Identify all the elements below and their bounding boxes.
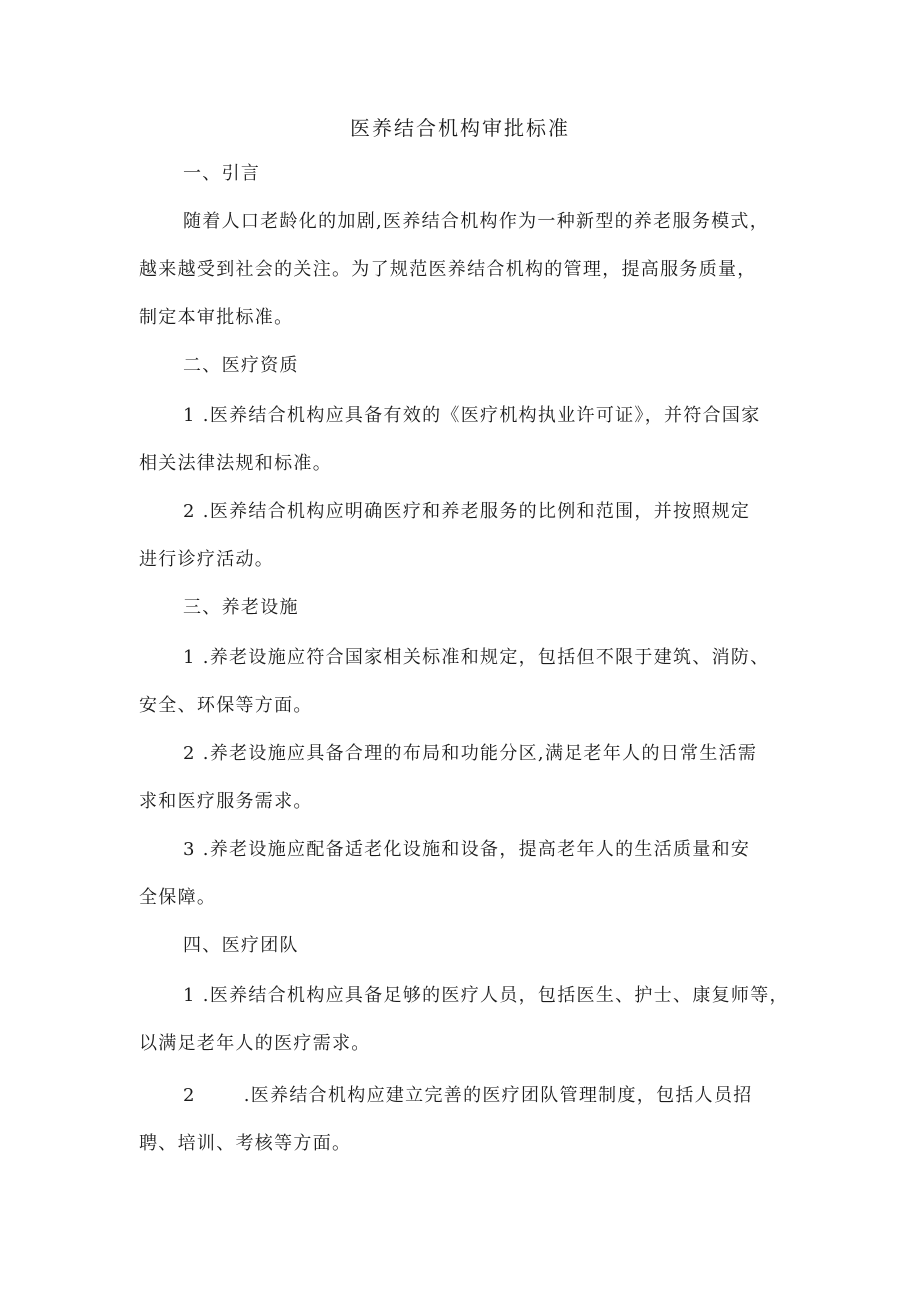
item-number: 1 <box>183 405 196 426</box>
list-item-continuation: 聘、培训、考核等方面。 <box>139 1133 352 1154</box>
item-text: .养老设施应具备合理的布局和功能分区,满足老年人的日常生活需 <box>202 743 758 764</box>
item-number: 3 <box>183 839 196 860</box>
paragraph-line: 制定本审批标准。 <box>139 307 294 328</box>
list-item <box>183 402 761 430</box>
paragraph-line: 随着人口老龄化的加剧,医养结合机构作为一种新型的养老服务模式， <box>183 211 770 232</box>
document-title: 医养结合机构审批标准 <box>350 116 570 140</box>
paragraph-line: 越来越受到社会的关注。为了规范医养结合机构的管理，提高服务质量， <box>139 259 757 280</box>
item-text: .医养结合机构应具备有效的《医疗机构执业许可证》，并符合国家 <box>202 405 761 426</box>
list-item <box>183 644 770 672</box>
list-item <box>183 836 750 864</box>
list-item <box>183 498 750 526</box>
item-number: 2 <box>183 1085 196 1106</box>
list-item <box>183 1082 753 1110</box>
list-item-continuation: 全保障。 <box>139 887 217 908</box>
item-number: 2 <box>183 501 196 522</box>
section-heading-medical-qualification: 二、医疗资质 <box>183 355 299 376</box>
item-text: .医养结合机构应建立完善的医疗团队管理制度，包括人员招 <box>243 1085 753 1106</box>
list-item-continuation: 求和医疗服务需求。 <box>139 791 313 812</box>
item-text: .医养结合机构应明确医疗和养老服务的比例和范围，并按照规定 <box>202 501 751 522</box>
item-text: .养老设施应配备适老化设施和设备，提高老年人的生活质量和安 <box>202 839 751 860</box>
list-item <box>183 740 757 768</box>
item-text: .医养结合机构应具备足够的医疗人员，包括医生、护士、康复师等， <box>202 985 789 1006</box>
item-number: 1 <box>183 985 196 1006</box>
list-item-continuation: 相关法律法规和标准。 <box>139 453 332 474</box>
item-number: 1 <box>183 647 196 668</box>
section-heading-medical-team: 四、医疗团队 <box>183 935 299 956</box>
item-text: .养老设施应符合国家相关标准和规定，包括但不限于建筑、消防、 <box>202 647 770 668</box>
section-heading-intro: 一、引言 <box>183 163 261 184</box>
list-item-continuation: 进行诊疗活动。 <box>139 549 275 570</box>
item-number: 2 <box>183 743 196 764</box>
list-item-continuation: 安全、环保等方面。 <box>139 695 313 716</box>
list-item <box>183 982 789 1010</box>
list-item-continuation: 以满足老年人的医疗需求。 <box>139 1033 371 1054</box>
section-heading-elderly-facilities: 三、养老设施 <box>183 597 299 618</box>
